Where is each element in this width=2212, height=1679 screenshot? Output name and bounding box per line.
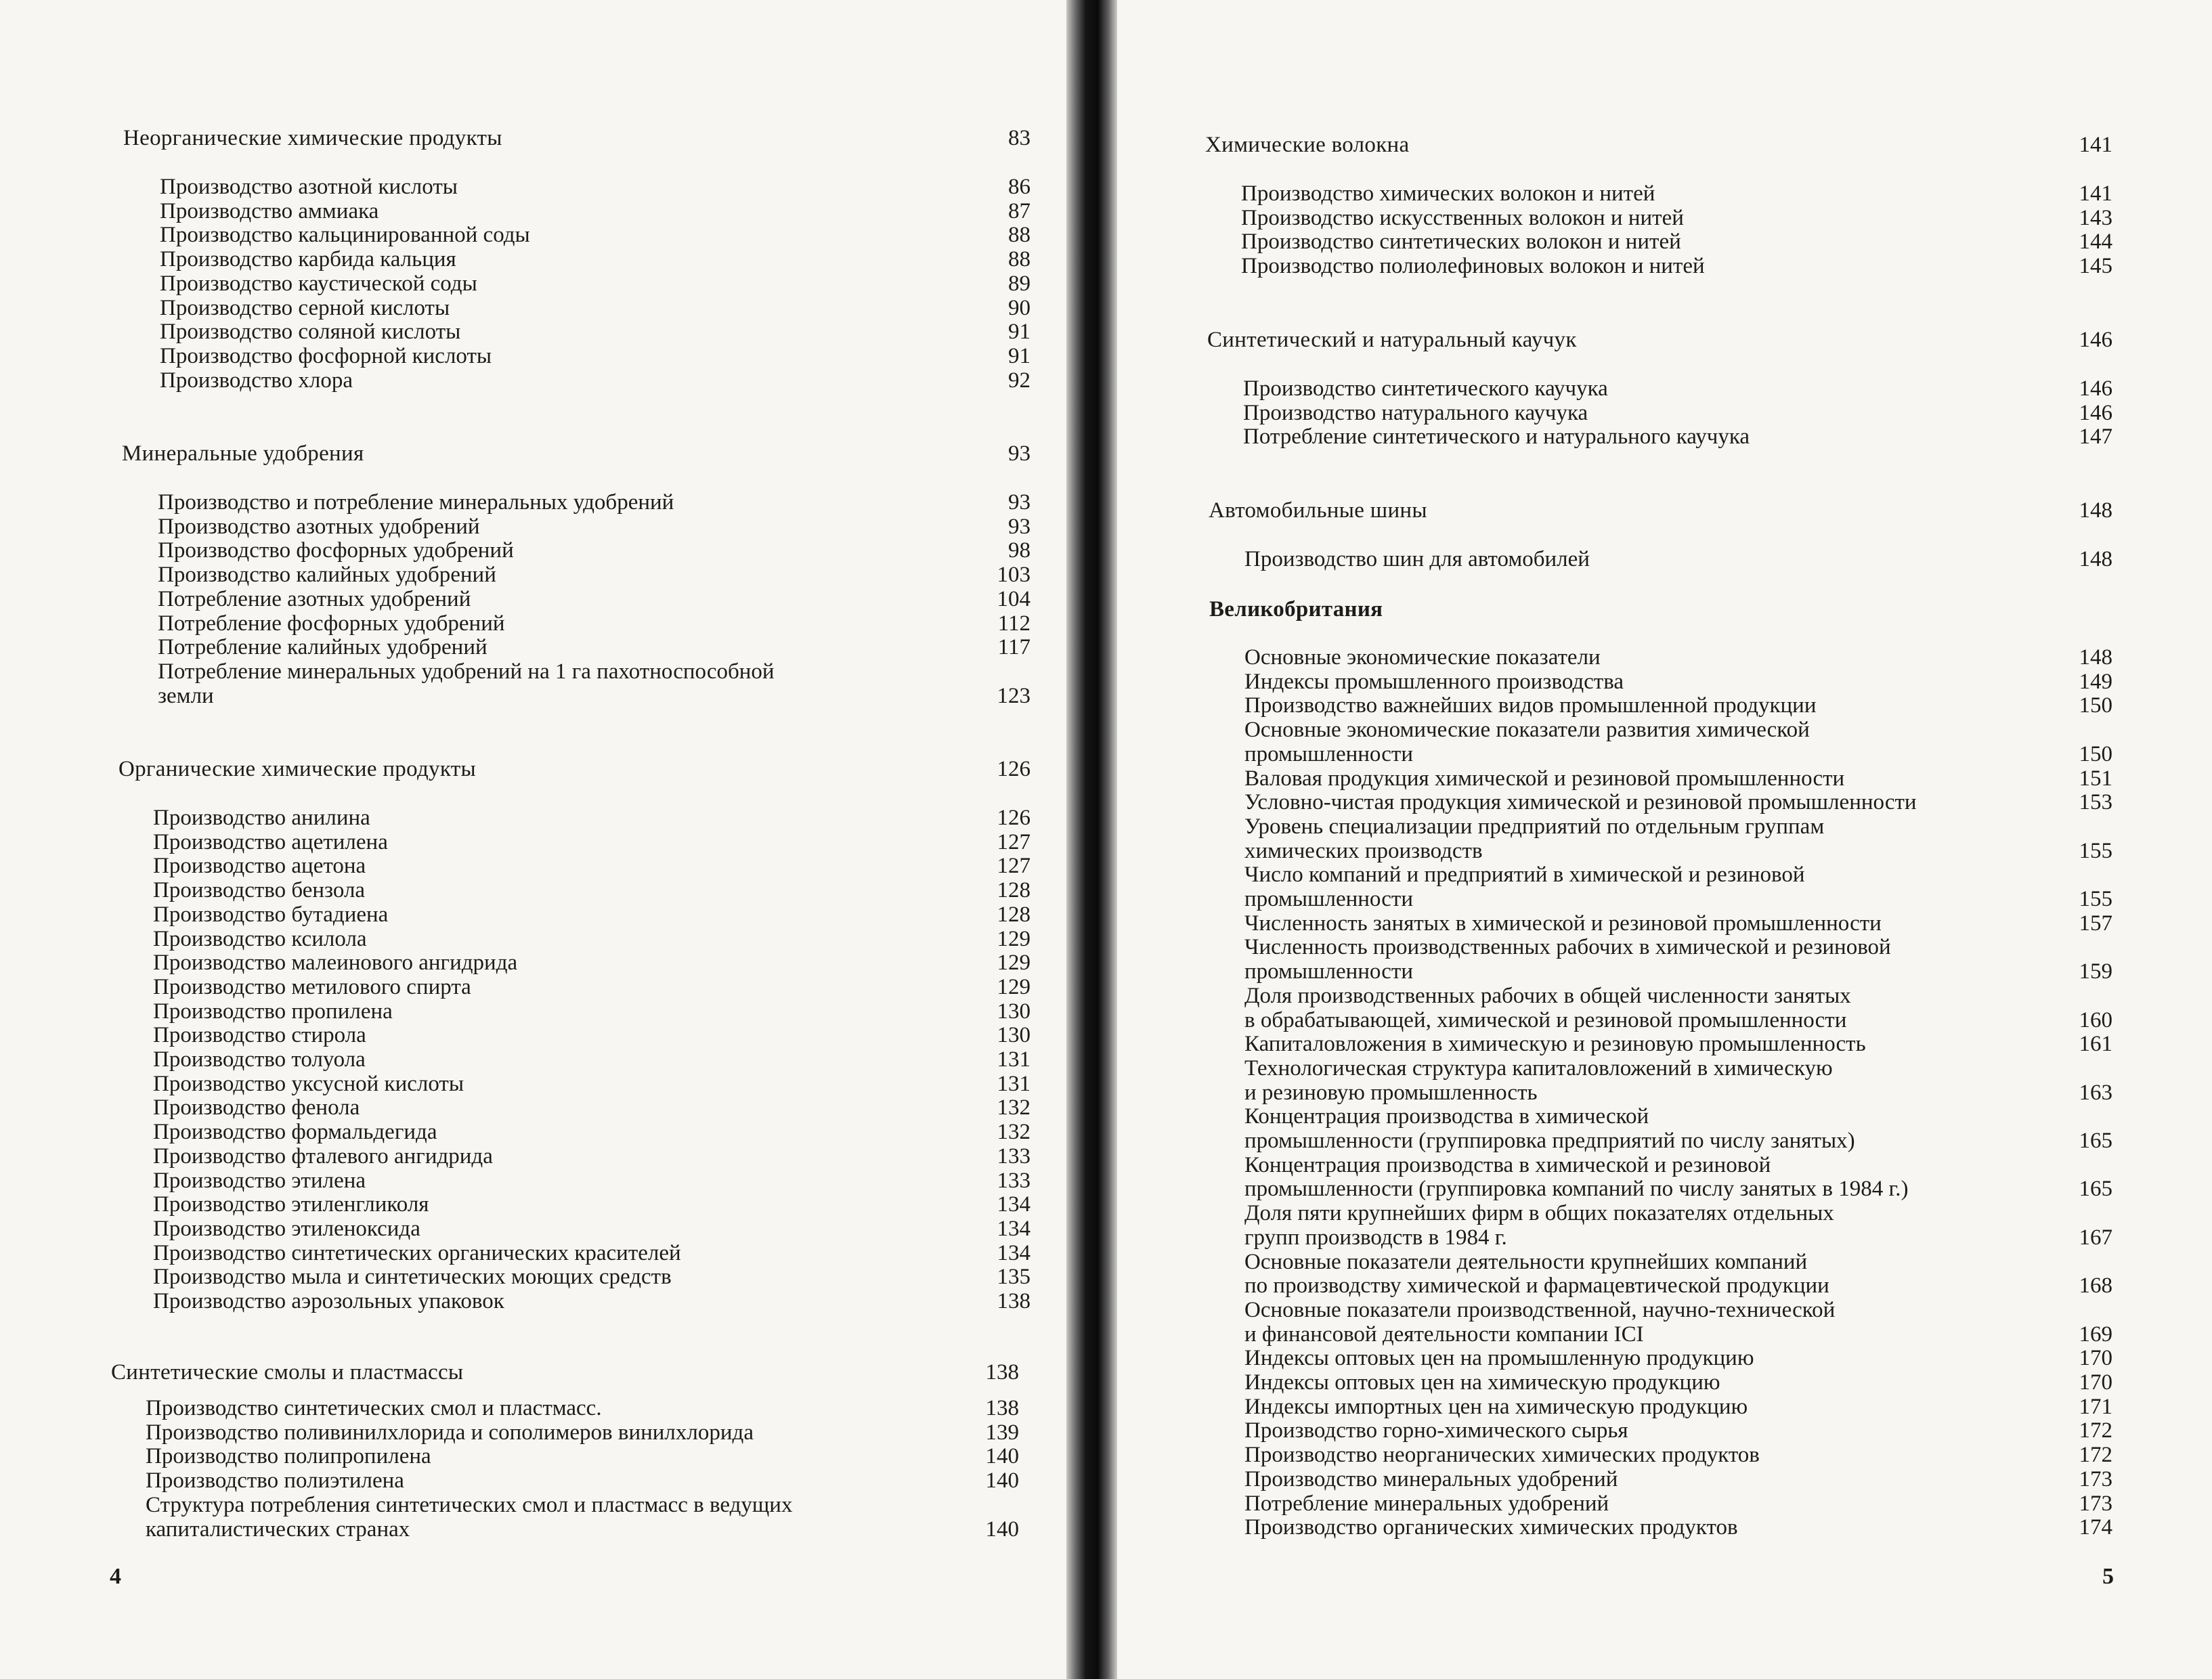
toc-entry-page-number: 170	[2079, 1370, 2112, 1395]
toc-entry-page-number: 98	[1008, 538, 1031, 563]
toc-entry: Производство ксилола	[153, 926, 367, 951]
toc-entry: Производство полиэтилена	[146, 1468, 404, 1493]
toc-entry-page-number: 127	[997, 829, 1031, 854]
toc-entry-page-number: 170	[2079, 1346, 2112, 1371]
toc-entry: Производство искусственных волокон и нитей	[1241, 205, 1684, 230]
toc-entry: Производство натурального каучука	[1243, 400, 1588, 425]
toc-entry-page-number: 91	[1008, 320, 1031, 345]
toc-entry: Условно-чистая продукция химической и резиновой промышленности	[1244, 790, 1917, 815]
toc-entry: Производство этиленоксида	[153, 1216, 420, 1241]
toc-entry: Производство малеинового ангидрида	[153, 951, 518, 976]
toc-entry-page-number: 140	[985, 1444, 1019, 1469]
toc-entry: Концентрация производства в химической	[1244, 1104, 1649, 1129]
toc-entry: Производство органических химических продуктов	[1244, 1515, 1738, 1540]
toc-entry-page-number: 155	[2079, 887, 2112, 911]
section-title: Великобритания	[1209, 597, 1383, 622]
toc-entry: Производство каустической соды	[160, 271, 477, 296]
toc-entry: Производство пропилена	[153, 999, 393, 1024]
toc-entry-continuation: капиталистических странах	[146, 1517, 410, 1542]
toc-entry: Производство уксусной кислоты	[153, 1071, 464, 1096]
toc-entry: Капиталовложения в химическую и резиновую промышленность	[1244, 1032, 1866, 1057]
toc-entry-page-number: 89	[1008, 271, 1031, 296]
toc-entry: Производство этиленгликоля	[153, 1192, 429, 1217]
section-title: Химические волокна	[1205, 133, 1410, 157]
toc-entry: Валовая продукция химической и резиновой промышленности	[1244, 766, 1845, 791]
toc-entry-page-number: 155	[2079, 838, 2112, 863]
toc-entry-page-number: 168	[2079, 1273, 2112, 1299]
toc-entry: Производство формальдегида	[153, 1120, 437, 1145]
toc-entry-continuation: в обрабатывающей, химической и резиновой промышленности	[1244, 1007, 1847, 1032]
toc-entry-page-number: 159	[2079, 959, 2112, 984]
toc-entry: Производство важнейших видов промышленной продукции	[1244, 693, 1817, 718]
toc-entry-page-number: 161	[2079, 1032, 2112, 1057]
toc-entry: Производство стирола	[153, 1023, 366, 1048]
section-title: Минеральные удобрения	[122, 441, 364, 466]
toc-entry: Основные экономические показатели	[1244, 645, 1601, 670]
toc-entry: Производство кальцинированной соды	[160, 223, 530, 248]
toc-entry: Производство горно-химического сырья	[1244, 1418, 1628, 1443]
section-title: Органические химические продукты	[118, 757, 476, 781]
toc-entry-page-number: 128	[997, 878, 1031, 903]
toc-entry-page-number: 140	[985, 1468, 1019, 1493]
toc-entry: Доля производственных рабочих в общей численности занятых	[1244, 983, 1851, 1008]
section-page-number: 93	[1008, 441, 1031, 466]
toc-entry: Индексы оптовых цен на химическую продукцию	[1244, 1370, 1720, 1395]
toc-entry-page-number: 165	[2079, 1177, 2112, 1202]
section-title: Синтетические смолы и пластмассы	[111, 1360, 464, 1384]
toc-entry: Потребление синтетического и натурального каучука	[1243, 424, 1750, 450]
toc-entry-page-number: 86	[1008, 175, 1031, 199]
toc-entry: Структура потребления синтетических смол и пластмасс в ведущих	[146, 1492, 793, 1517]
toc-entry-page-number: 141	[2079, 181, 2112, 206]
toc-entry-page-number: 88	[1008, 247, 1031, 272]
toc-entry-page-number: 129	[997, 926, 1031, 951]
toc-entry-page-number: 132	[997, 1120, 1031, 1145]
toc-entry: Потребление азотных удобрений	[158, 586, 471, 611]
toc-entry: Производство полипропилена	[146, 1444, 431, 1469]
toc-entry-continuation: и финансовой деятельности компании ICI	[1244, 1322, 1644, 1347]
toc-entry-page-number: 129	[997, 951, 1031, 976]
toc-entry: Основные экономические показатели развития химической	[1244, 718, 1810, 743]
toc-entry: Индексы промышленного производства	[1244, 669, 1624, 694]
toc-entry-page-number: 126	[997, 806, 1031, 830]
toc-entry-page-number: 147	[2079, 424, 2112, 450]
section-page-number: 146	[2079, 328, 2112, 352]
toc-entry: Производство хлора	[160, 368, 353, 393]
toc-entry-page-number: 127	[997, 854, 1031, 879]
toc-entry: Производство толуола	[153, 1047, 366, 1072]
toc-entry-page-number: 151	[2079, 766, 2112, 791]
toc-entry: Уровень специализации предприятий по отдельным группам	[1244, 814, 1825, 839]
toc-entry-page-number: 150	[2079, 741, 2112, 766]
toc-entry: Производство ацетона	[153, 854, 366, 879]
toc-entry: Производство и потребление минеральных удобрений	[158, 490, 674, 515]
toc-entry: Производство фосфорных удобрений	[158, 538, 514, 563]
toc-entry-page-number: 112	[997, 611, 1031, 636]
toc-entry-continuation: и резиновую промышленность	[1244, 1080, 1538, 1105]
toc-entry-page-number: 157	[2079, 911, 2112, 936]
toc-entry-page-number: 165	[2079, 1129, 2112, 1153]
toc-entry-page-number: 128	[997, 902, 1031, 927]
toc-entry: Производство неорганических химических продуктов	[1244, 1443, 1760, 1468]
toc-entry-page-number: 123	[997, 683, 1031, 708]
toc-entry-page-number: 90	[1008, 295, 1031, 320]
toc-entry-page-number: 146	[2079, 376, 2112, 401]
toc-entry-continuation: химических производств	[1244, 838, 1483, 863]
toc-entry-continuation: земли	[158, 683, 214, 708]
toc-entry: Производство синтетических волокон и нитей	[1241, 230, 1681, 255]
toc-entry-page-number: 146	[2079, 400, 2112, 425]
section-page-number: 126	[997, 757, 1031, 781]
toc-entry-page-number: 172	[2079, 1443, 2112, 1468]
toc-entry: Производство этилена	[153, 1168, 366, 1193]
toc-entry: Производство аэрозольных упаковок	[153, 1289, 504, 1313]
toc-entry-page-number: 169	[2079, 1322, 2112, 1347]
toc-entry-page-number: 134	[997, 1192, 1031, 1217]
toc-entry-page-number: 167	[2079, 1225, 2112, 1250]
toc-entry-page-number: 171	[2079, 1394, 2112, 1419]
toc-entry: Производство бутадиена	[153, 902, 389, 927]
toc-entry-page-number: 91	[1008, 343, 1031, 368]
section-page-number: 148	[2079, 498, 2112, 523]
toc-entry-page-number: 133	[997, 1168, 1031, 1193]
toc-entry: Производство карбида кальция	[160, 247, 456, 272]
toc-entry-page-number: 144	[2079, 230, 2112, 255]
toc-entry: Производство серной кислоты	[160, 295, 450, 320]
toc-entry: Производство фталевого ангидрида	[153, 1143, 493, 1169]
toc-entry-page-number: 153	[2079, 790, 2112, 815]
toc-entry: Производство синтетических смол и пластмасс.	[146, 1396, 602, 1420]
toc-entry: Производство химических волокон и нитей	[1241, 181, 1655, 206]
section-title: Синтетический и натуральный каучук	[1207, 328, 1577, 352]
toc-entry-page-number: 130	[997, 1023, 1031, 1048]
toc-entry: Производство азотной кислоты	[160, 175, 458, 199]
toc-entry-page-number: 148	[2079, 547, 2112, 571]
toc-entry-page-number: 131	[997, 1047, 1031, 1072]
toc-entry-page-number: 140	[985, 1517, 1019, 1542]
toc-entry: Производство метилового спирта	[153, 974, 471, 999]
section-title: Неорганические химические продукты	[123, 126, 502, 150]
toc-entry: Основные показатели производственной, научно-технической	[1244, 1297, 1836, 1322]
toc-entry-page-number: 117	[997, 635, 1031, 660]
section-page-number: 138	[985, 1360, 1019, 1384]
toc-entry-continuation: промышленности (группировка предприятий по числу занятых)	[1244, 1129, 1855, 1153]
toc-entry: Производство шин для автомобилей	[1244, 547, 1590, 571]
toc-entry-page-number: 87	[1008, 198, 1031, 223]
toc-entry: Производство синтетического каучука	[1243, 376, 1608, 401]
toc-entry-page-number: 149	[2079, 669, 2112, 694]
toc-entry: Число компаний и предприятий в химической и резиновой	[1244, 863, 1805, 888]
toc-entry: Производство анилина	[153, 806, 370, 830]
toc-entry-continuation: по производству химической и фармацевтической продукции	[1244, 1273, 1829, 1299]
toc-entry-page-number: 163	[2079, 1080, 2112, 1105]
toc-entry: Производство минеральных удобрений	[1244, 1466, 1618, 1491]
toc-entry: Индексы оптовых цен на промышленную продукцию	[1244, 1346, 1754, 1371]
toc-entry: Производство соляной кислоты	[160, 320, 461, 345]
toc-entry-page-number: 130	[997, 999, 1031, 1024]
toc-entry: Производство азотных удобрений	[158, 514, 480, 539]
toc-entry: Концентрация производства в химической и резиновой	[1244, 1152, 1771, 1177]
toc-entry-page-number: 92	[1008, 368, 1031, 393]
toc-entry-page-number: 150	[2079, 693, 2112, 718]
section-title: Автомобильные шины	[1209, 498, 1427, 523]
toc-entry-continuation: групп производств в 1984 г.	[1244, 1225, 1507, 1250]
toc-entry-page-number: 129	[997, 974, 1031, 999]
toc-entry-page-number: 104	[997, 586, 1031, 611]
toc-entry-page-number: 145	[2079, 254, 2112, 279]
toc-entry-page-number: 134	[997, 1240, 1031, 1265]
toc-entry: Технологическая структура капиталовложений в химическую	[1244, 1055, 1833, 1081]
book-spine	[1066, 0, 1117, 1679]
toc-entry: Индексы импортных цен на химическую продукцию	[1244, 1394, 1748, 1419]
toc-entry: Производство мыла и синтетических моющих средств	[153, 1265, 672, 1290]
toc-entry: Численность производственных рабочих в химической и резиновой	[1244, 935, 1891, 960]
page-number-right: 5	[2102, 1564, 2114, 1589]
toc-entry: Производство бензола	[153, 878, 366, 903]
toc-entry: Потребление минеральных удобрений на 1 га пахотноспособной	[158, 659, 775, 684]
toc-entry: Производство поливинилхлорида и сополимеров винилхлорида	[146, 1420, 754, 1445]
toc-entry: Производство калийных удобрений	[158, 563, 496, 588]
toc-entry-page-number: 138	[997, 1289, 1031, 1313]
toc-entry-page-number: 93	[1008, 514, 1031, 539]
toc-entry-continuation: промышленности	[1244, 741, 1413, 766]
toc-entry-page-number: 139	[985, 1420, 1019, 1445]
toc-entry: Производство фенола	[153, 1095, 360, 1120]
toc-entry: Производство синтетических органических красителей	[153, 1240, 681, 1265]
toc-entry-page-number: 103	[997, 563, 1031, 588]
toc-entry: Производство аммиака	[160, 198, 379, 223]
toc-entry-page-number: 173	[2079, 1466, 2112, 1491]
toc-entry-page-number: 174	[2079, 1515, 2112, 1540]
toc-entry-continuation: промышленности	[1244, 959, 1413, 984]
toc-entry-continuation: промышленности	[1244, 887, 1413, 911]
toc-entry: Доля пяти крупнейших фирм в общих показателях отдельных	[1244, 1201, 1834, 1226]
toc-entry-page-number: 173	[2079, 1491, 2112, 1516]
section-page-number: 141	[2079, 133, 2112, 157]
toc-entry-page-number: 143	[2079, 205, 2112, 230]
toc-entry: Основные показатели деятельности крупнейших компаний	[1244, 1249, 1808, 1274]
toc-entry-page-number: 160	[2079, 1007, 2112, 1032]
toc-entry: Потребление фосфорных удобрений	[158, 611, 505, 636]
toc-entry: Производство ацетилена	[153, 829, 388, 854]
toc-entry-page-number: 135	[997, 1265, 1031, 1290]
toc-entry-page-number: 148	[2079, 645, 2112, 670]
page-number-left: 4	[110, 1564, 121, 1589]
toc-entry-page-number: 93	[1008, 490, 1031, 515]
toc-entry: Производство полиолефиновых волокон и нитей	[1241, 254, 1705, 279]
toc-entry-page-number: 172	[2079, 1418, 2112, 1443]
toc-entry: Производство фосфорной кислоты	[160, 343, 492, 368]
toc-entry-page-number: 132	[997, 1095, 1031, 1120]
toc-entry: Потребление минеральных удобрений	[1244, 1491, 1609, 1516]
toc-entry: Численность занятых в химической и резиновой промышленности	[1244, 911, 1882, 936]
toc-entry-continuation: промышленности (группировка компаний по числу занятых в 1984 г.)	[1244, 1177, 1909, 1202]
toc-entry-page-number: 133	[997, 1143, 1031, 1169]
toc-entry-page-number: 138	[985, 1396, 1019, 1420]
toc-entry-page-number: 134	[997, 1216, 1031, 1241]
toc-entry-page-number: 88	[1008, 223, 1031, 248]
toc-entry: Потребление калийных удобрений	[158, 635, 487, 660]
toc-entry-page-number: 131	[997, 1071, 1031, 1096]
section-page-number: 83	[1008, 126, 1031, 150]
